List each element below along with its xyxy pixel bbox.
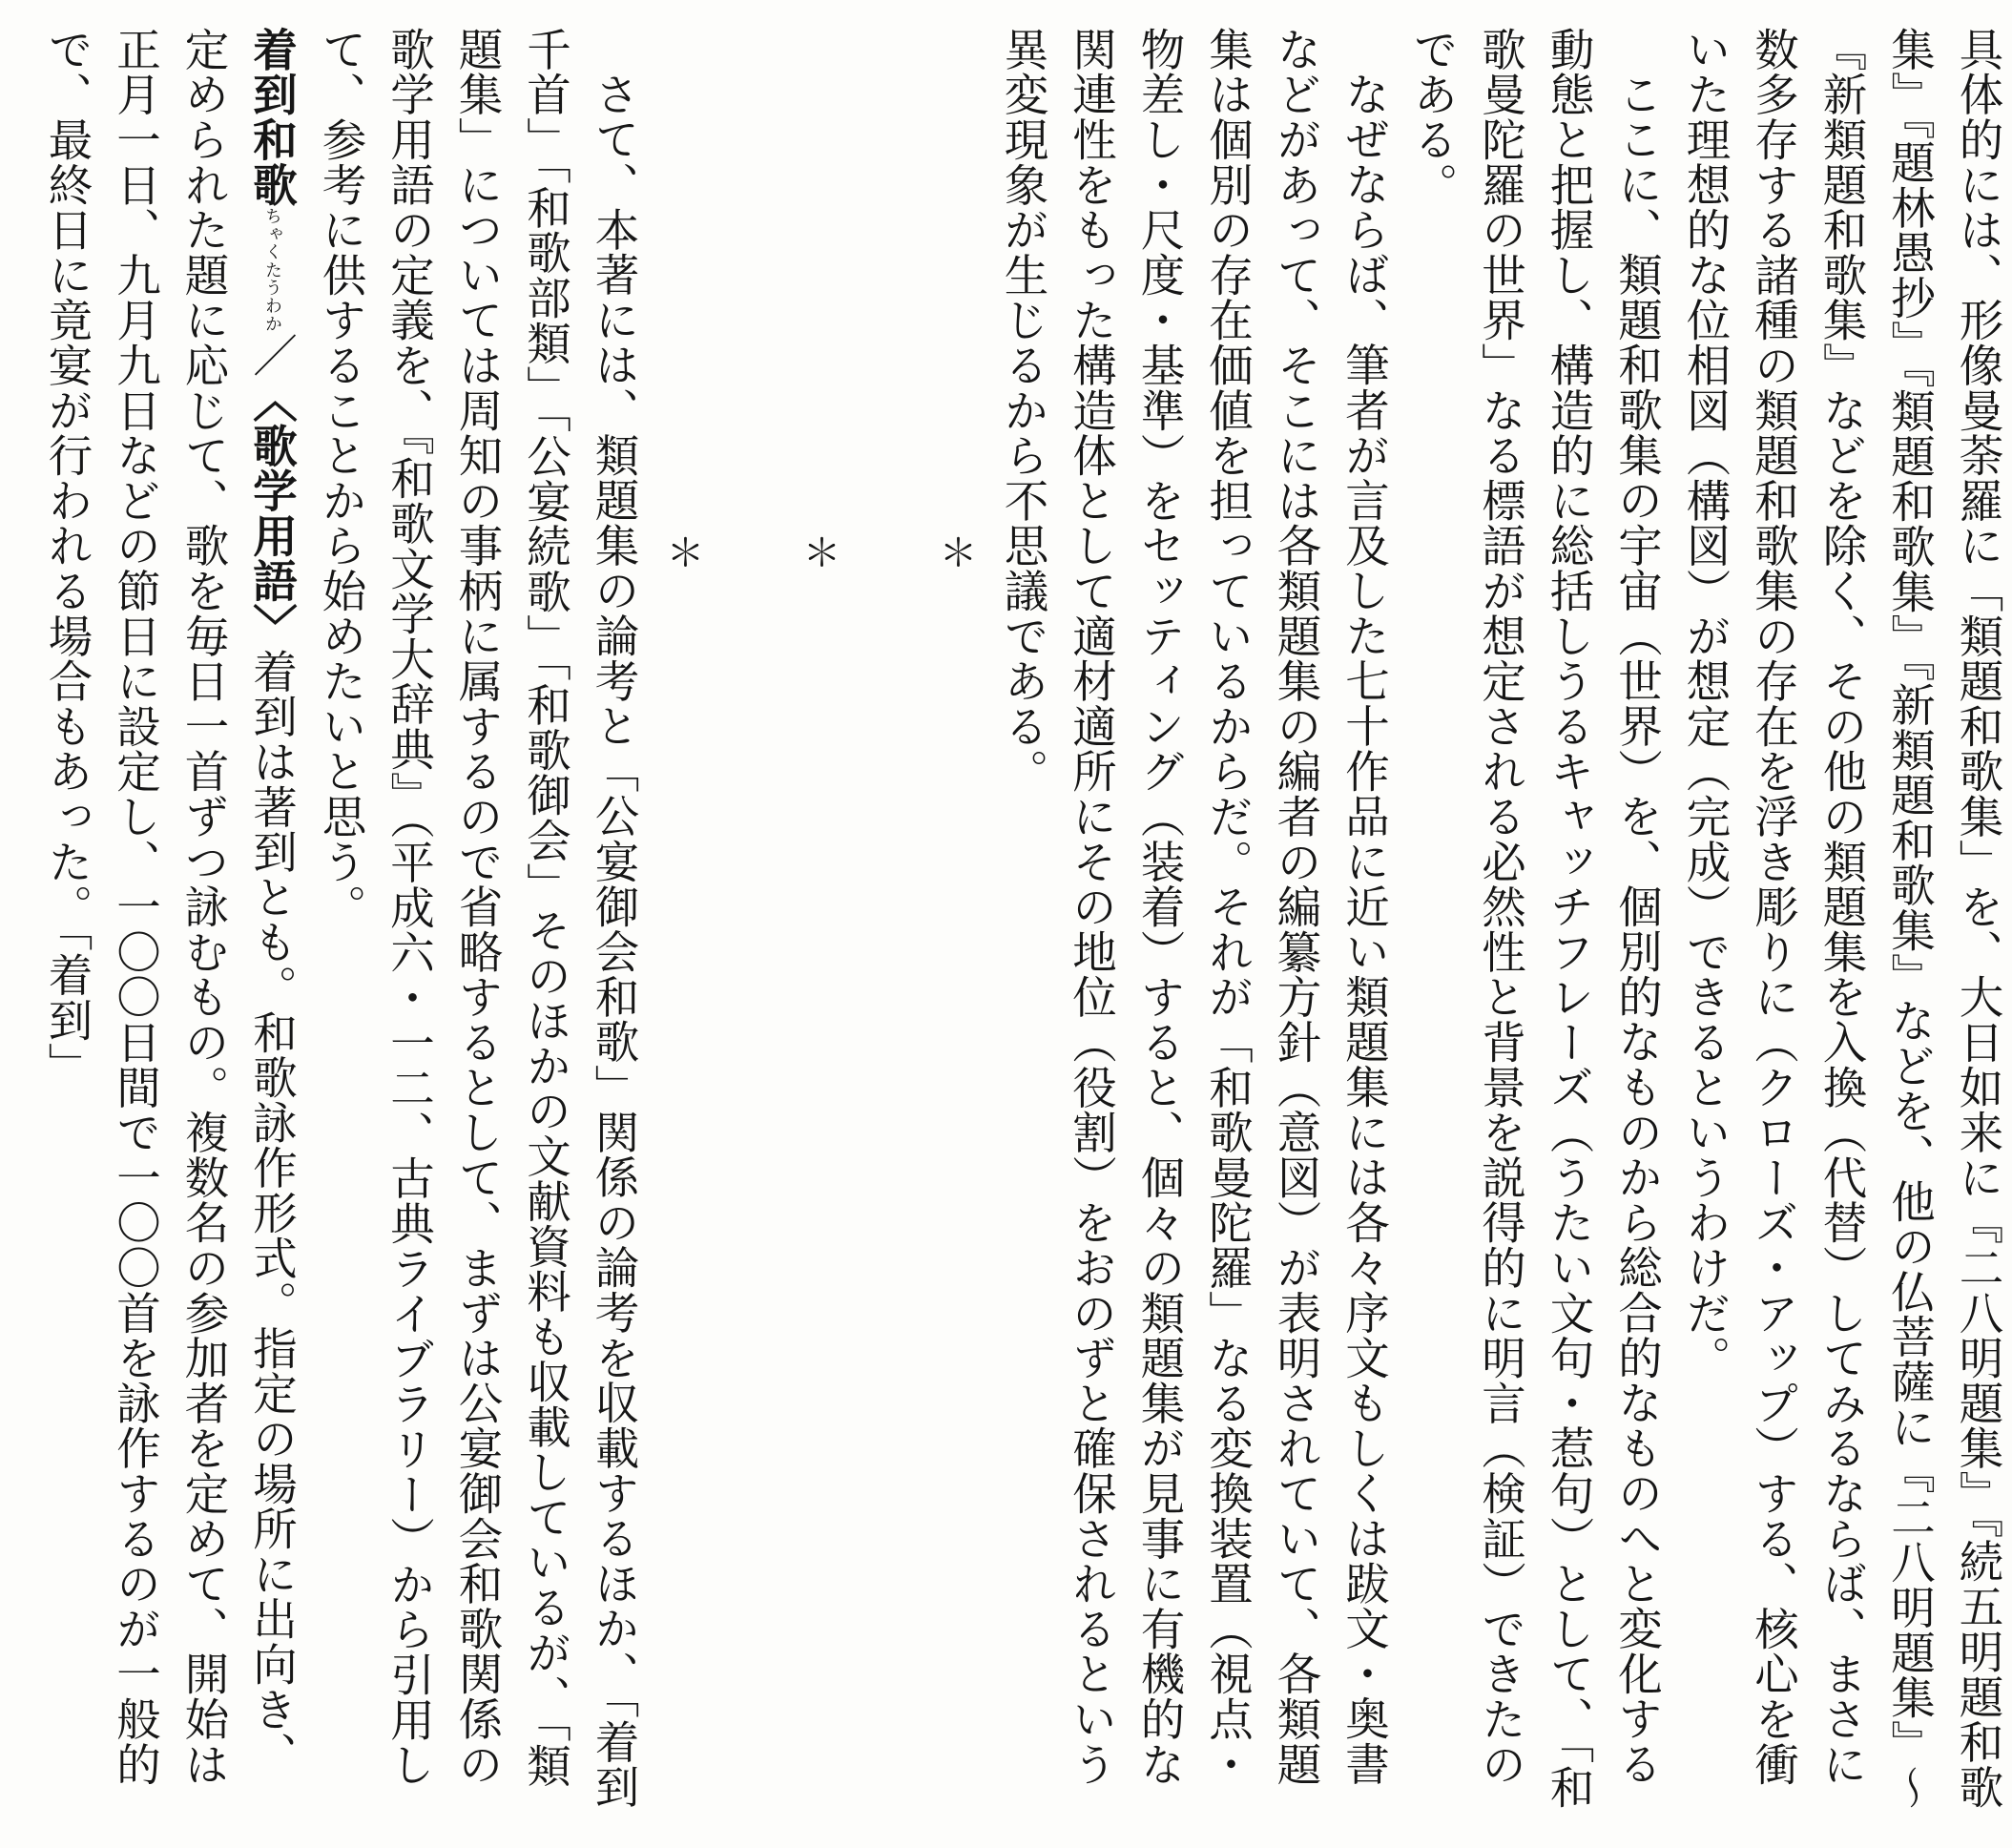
entry-body: 着到は著到とも。和歌詠作形式。指定の場所に出向き、定められた題に応じて、歌を毎日一首ずつ詠むもの。複数名の参加者を定めて、開始は正月一日、九月九日などの節日に設定し、一〇〇日間で一〇〇首を詠作するのが一般的で、最終日に竟宴が行われる場合もあった。「着到」 xyxy=(41,27,298,1787)
paragraph-1 xyxy=(1670,27,2012,1821)
asterisk-3: ＊ xyxy=(660,532,704,571)
vertical-text-body xyxy=(32,27,2012,1821)
asterisk-1: ＊ xyxy=(933,532,977,571)
entry-reading: ちゃくたうわか xyxy=(262,207,282,333)
paragraph-3-text: なぜならば、筆者が言及した七十作品に近い類題集には各々序文もしくは跋文・奥書などがあって、そこには各類題集の編者の編纂方針（意図）が表明されていて、各類題集は個別の存在価値を担っているからだ。それが「和歌曼陀羅」なる変換装置（視点・物差し・尺度・基準）をセッティング（装着）すると、個々の類題集が見事に有機的な関連性をもった構造体として適材適所にその地位（役割）をおのずと確保されるという異変現象が生じるから不思議である。 xyxy=(997,27,1390,1787)
paragraph-1-text: 具体的には、形像曼荼羅に「類題和歌集」を、大日如来に『二八明題集』『続五明題和歌集』『題林愚抄』『類題和歌集』『新類題和歌集』などを、他の仏菩薩に『二八明題集』〜『新類題和歌集』などを除く、その他の類題集を入換（代替）してみるならば、まさに数多存する諸種の類題和歌集の存在を浮き彫りに（クローズ・アップ）する、核心を衝いた理想的な位相図（構図）が想定（完成）できるというわけだ。 xyxy=(1679,27,2004,1811)
paragraph-3 xyxy=(988,27,1398,1821)
entry-term: 着到和歌 xyxy=(246,27,298,208)
paragraph-4 xyxy=(306,27,648,1821)
paragraph-4-text: さて、本著には、類題集の論考と「公宴御会和歌」関係の論考を収載するほか、「着到千首」「和歌部類」「公宴続歌」「和歌御会」そのほかの文献資料も収載しているが、「類題集」については周知の事柄に属するので省略するとして、まずは公宴御会和歌関係の歌学用語の定義を、『和歌文学大辞典』（平成六・一二、古典ライブラリー）から引用して、参考に供することから始めたいと思う。 xyxy=(315,27,640,1809)
entry-slash: ／ xyxy=(246,332,298,379)
entry-category: 〈歌学用語〉 xyxy=(246,378,298,649)
paragraph-2 xyxy=(1398,27,1670,1821)
asterisk-2: ＊ xyxy=(797,532,840,571)
entry-chakutou xyxy=(32,27,306,1821)
section-separator xyxy=(648,27,989,1821)
paragraph-2-text: ここに、類題和歌集の宇宙（世界）を、個別的なものから総合的なものへと変化する動態と把握し、構造的に総括しうるキャッチフレーズ（うたい文句・惹句）として、「和歌曼陀羅の世界」なる標語が想定される必然性と背景を説得的に明言（検証）できたのである。 xyxy=(1406,27,1663,1810)
